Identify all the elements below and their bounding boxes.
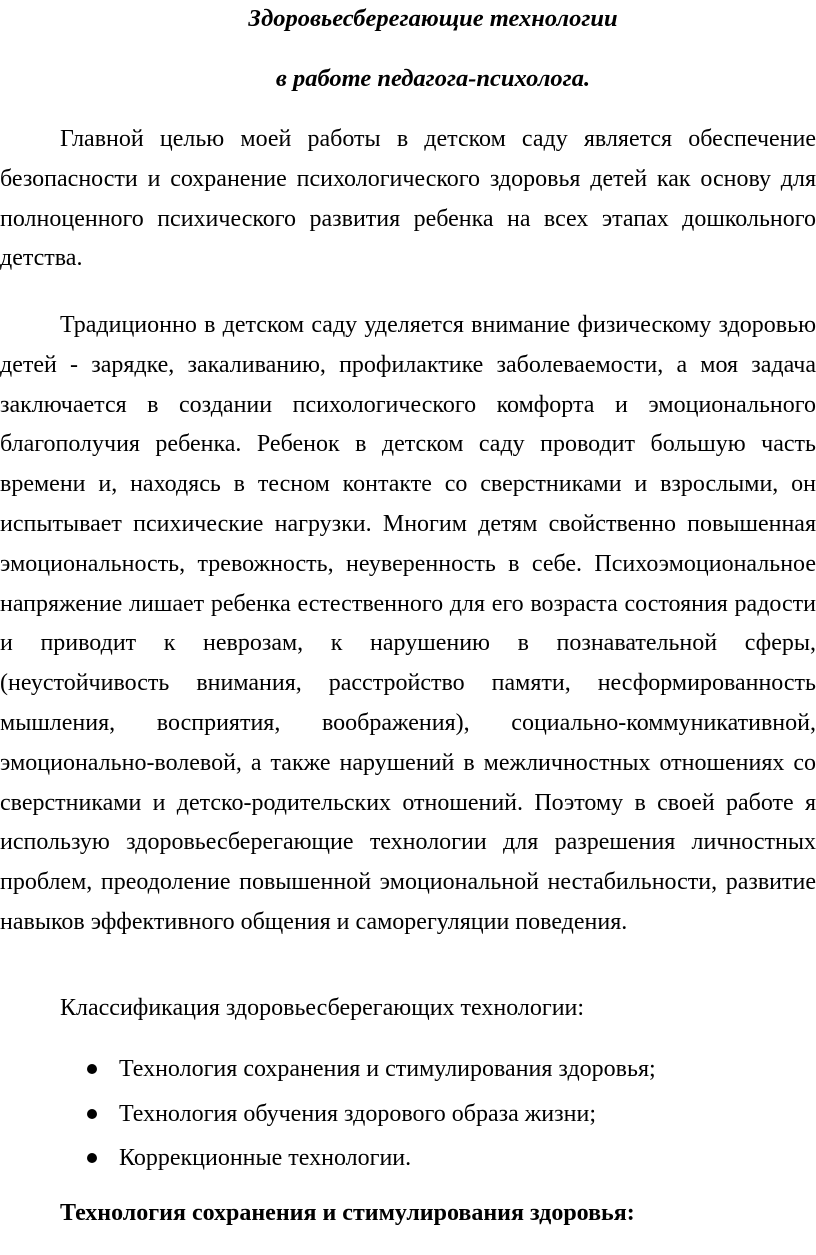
bullet-icon [87, 1109, 97, 1119]
classification-label: Классификация здоровьесберегающих технологии: [60, 995, 585, 1021]
list-item-text: Технология обучения здорового образа жизни; [119, 1100, 596, 1127]
document-title-line-2: в работе педагога-психолога. [275, 65, 591, 92]
paragraph-tradition: Традиционно в детском саду уделяется внимание физическому здоровью детей - зарядке, закаливанию, профилактике заболеваемости, а моя задача заключается в создании психологического комфорта и эмоционального благополучия ребенка. Ребенок в детском саду проводит большую часть времени и, находясь в тесном контакте со сверстниками и взрослыми, он испытывает психические нагрузки. Многим детям свойственно повышенная эмоциональность, тревожность, неуверенность в себе. Психоэмоциональное напряжение лишает ребенка естественного для его возраста состояния радости и приводит к неврозам, к нарушению в познавательной сферы, (неустойчивость внимания, расстройство памяти, несформированность мышления, восприятия, воображения), социально-коммуникативной, эмоционально-волевой, а также нарушений в межличностных отношениях со сверстниками и детско-родительских отношений. Поэтому в своей работе я использую здоровьесберегающие технологии для разрешения личностных проблем, преодоление повышенной эмоциональной нестабильности, развитие навыков эффективного общения и саморегуляции поведения. [0, 312, 816, 935]
bullet-icon [87, 1064, 97, 1074]
document-title-line-1: Здоровьесберегающие технологии [248, 5, 618, 32]
bullet-icon [87, 1153, 97, 1163]
list-item-text: Коррекционные технологии. [119, 1145, 412, 1171]
section-heading: Технология сохранения и стимулирования здоровья: [60, 1200, 635, 1226]
paragraph-goal: Главной целью моей работы в детском саду является обеспечение безопасности и сохранение психологического здоровья детей как основу для полноценного психического развития ребенка на всех этапах дошкольного детства. [0, 126, 816, 272]
list-item-text: Технология сохранения и стимулирования здоровья; [119, 1056, 656, 1082]
